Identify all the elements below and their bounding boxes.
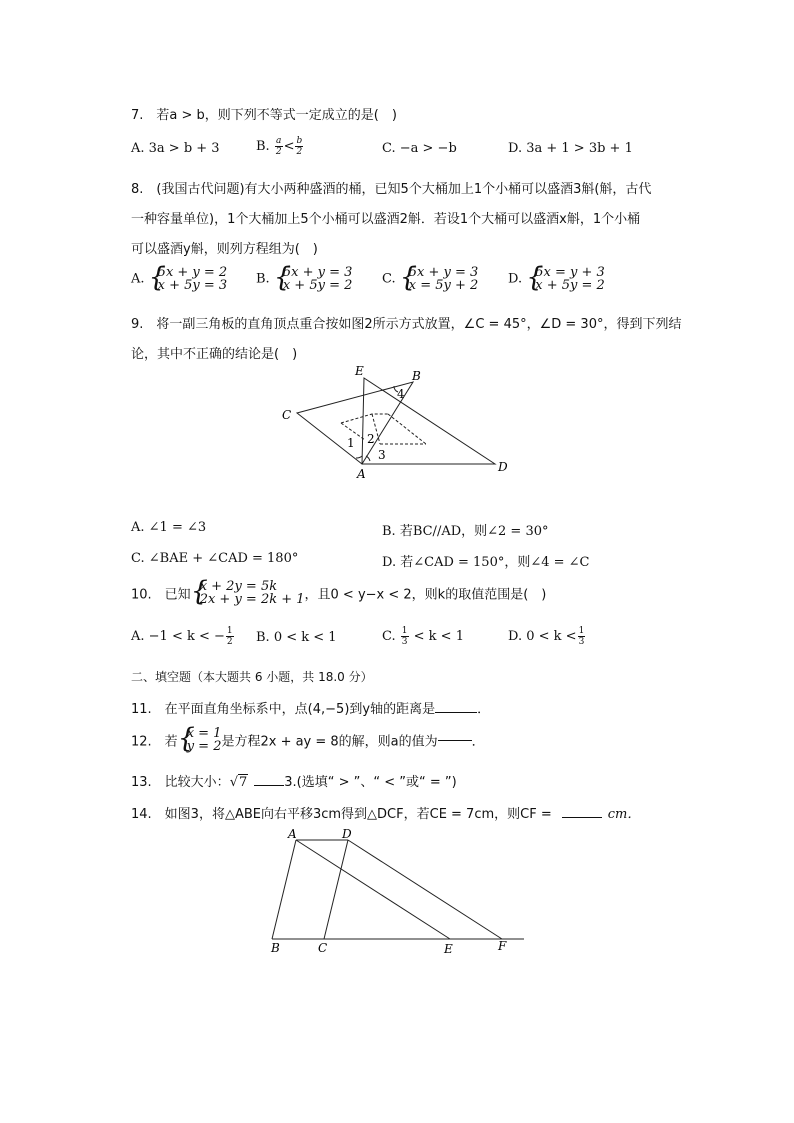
q10-c-label: C. — [382, 629, 396, 644]
section-heading-fill-in: 二、填空题（本大题共 6 小题，共 18.0 分） — [131, 670, 373, 684]
q11-suffix: ． — [477, 702, 491, 717]
q10-prefix: 10. 已知 — [131, 587, 191, 603]
q10-stem — [131, 580, 546, 606]
q12-prefix: 12. 若 — [131, 734, 178, 750]
q9-option-d: D. 若∠CAD = 150°，则∠4 = ∠C — [382, 555, 590, 570]
q8-c-system: { 5x + y = 3 x = 5y + 2 — [400, 266, 479, 292]
label-angle-3: 3 — [378, 448, 386, 462]
sqrt-symbol: √ — [229, 775, 238, 790]
q8-a-label: A. — [131, 271, 145, 287]
label-a: A — [357, 467, 366, 481]
q10-d-text: D. 0 < k < — [508, 629, 577, 644]
label-b: B — [271, 941, 280, 955]
q7-stem: 7. 若a > b，则下列不等式一定成立的是( ) — [131, 108, 397, 123]
q7-option-d: D. 3a + 1 > 3b + 1 — [508, 141, 633, 156]
q9-option-b: B. 若BC//AD，则∠2 = 30° — [382, 524, 549, 539]
q8-d-system: { 5x = y + 3 x + 5y = 2 — [526, 266, 605, 292]
label-b: B — [412, 369, 421, 383]
q10-c-frac: $\frac{1}{3}$ — [401, 626, 408, 647]
label-e: E — [355, 364, 364, 378]
q14-figure-translation — [262, 822, 532, 957]
label-angle-2: 2 — [367, 432, 375, 446]
segment-ab — [272, 840, 296, 939]
q10-c-text: < k < 1 — [409, 629, 464, 644]
q9-option-a: A. ∠1 = ∠3 — [131, 520, 207, 535]
q10-d-frac: $\frac{1}{3}$ — [578, 626, 585, 647]
q14-text: 14. 如图3，将△ABE向右平移3cm得到△DCF，若CE = 7cm，则CF = — [131, 807, 552, 822]
q9-line2: 论，其中不正确的结论是( ) — [131, 347, 298, 362]
label-d: D — [342, 827, 352, 841]
label-angle-4: 4 — [397, 387, 405, 401]
q13-answer-blank[interactable] — [254, 785, 284, 786]
q8-c-label: C. — [382, 271, 396, 287]
label-e: E — [444, 942, 453, 956]
q7-option-a: A. 3a > b + 3 — [131, 141, 220, 156]
q14-unit: cm． — [607, 807, 641, 822]
q8-d-label: D. — [508, 271, 523, 287]
q11-text: 11. 在平面直角坐标系中，点(4,−5)到y轴的距离是 — [131, 702, 436, 717]
q7-option-c: C. −a > −b — [382, 141, 457, 156]
q7-option-b — [256, 136, 304, 157]
angle-1-arc — [356, 456, 362, 458]
q12-stem — [131, 727, 485, 753]
q7-option-b-label: B. — [256, 139, 270, 154]
q8-b-system: { 5x + y = 3 x + 5y = 2 — [274, 266, 353, 292]
q8-option-a — [131, 266, 227, 292]
label-a: A — [288, 827, 297, 841]
q10-option-d — [508, 626, 586, 647]
q12-answer-blank[interactable] — [438, 740, 472, 741]
label-d: D — [498, 460, 508, 474]
q11-answer-blank[interactable] — [435, 712, 477, 713]
q7-b-lt: < — [283, 139, 295, 154]
q7-b-frac2: $\frac{b}{2}$ — [296, 136, 303, 157]
q9-figure-triangles — [270, 360, 520, 485]
q10-a-frac: $\frac{1}{2}$ — [226, 626, 233, 647]
q13-stem — [131, 771, 457, 790]
q14-stem — [131, 803, 640, 822]
q9-option-c: C. ∠BAE + ∠CAD = 180° — [131, 551, 299, 566]
q12-suffix: 是方程2x + ay = 8的解，则a的值为 — [221, 734, 438, 750]
q10-a-text: A. −1 < k < − — [131, 629, 225, 644]
segment-dc — [324, 840, 348, 939]
sqrt-radicand: 7 — [238, 775, 248, 790]
q14-answer-blank[interactable] — [562, 817, 602, 818]
q10-option-a — [131, 626, 235, 647]
label-c: C — [282, 408, 292, 422]
segment-df — [348, 840, 502, 939]
q8-b-label: B. — [256, 271, 270, 287]
q10-option-b: B. 0 < k < 1 — [256, 630, 337, 645]
q9-line1: 9. 将一副三角板的直角顶点重合按如图2所示方式放置，∠C = 45°，∠D = 30°，得到下列结 — [131, 317, 682, 332]
q7-b-frac1: $\frac{a}{2}$ — [275, 136, 282, 157]
q8-a-system: { 5x + y = 2 x + 5y = 3 — [149, 266, 228, 292]
q10-suffix: ，且0 < y−x < 2，则k的取值范围是( ) — [304, 587, 547, 603]
q12-end: ． — [471, 734, 485, 750]
label-f: F — [498, 939, 507, 953]
segment-ae — [296, 840, 450, 939]
q11-stem — [131, 698, 490, 717]
q10-option-c — [382, 626, 464, 647]
q8-line3: 可以盛酒y斛，则列方程组为( ) — [131, 242, 318, 257]
q8-line2: 一种容量单位)，1个大桶加上5个小桶可以盛酒2斛．若设1个大桶可以盛酒x斛，1个小桶 — [131, 212, 641, 227]
q8-option-b — [256, 266, 352, 292]
label-angle-1: 1 — [347, 436, 355, 450]
angle-3-arc — [366, 456, 370, 461]
q10-system: { x + 2y = 5k 2x + y = 2k + 1 — [191, 580, 305, 606]
q8-line1: 8. (我国古代问题)有大小两种盛酒的桶，已知5个大桶加上1个小桶可以盛酒3斛(斛，古代 — [131, 182, 652, 197]
label-c: C — [318, 941, 328, 955]
q8-option-d — [508, 266, 605, 292]
q13-suffix: 3.(选填“ > ”、“ < ”或“ = ”) — [284, 775, 457, 790]
q12-system: { x = 1 y = 2 — [178, 727, 222, 753]
q13-prefix: 13. 比较大小： — [131, 775, 230, 790]
triangle-acb — [297, 382, 413, 464]
q8-option-c — [382, 266, 478, 292]
